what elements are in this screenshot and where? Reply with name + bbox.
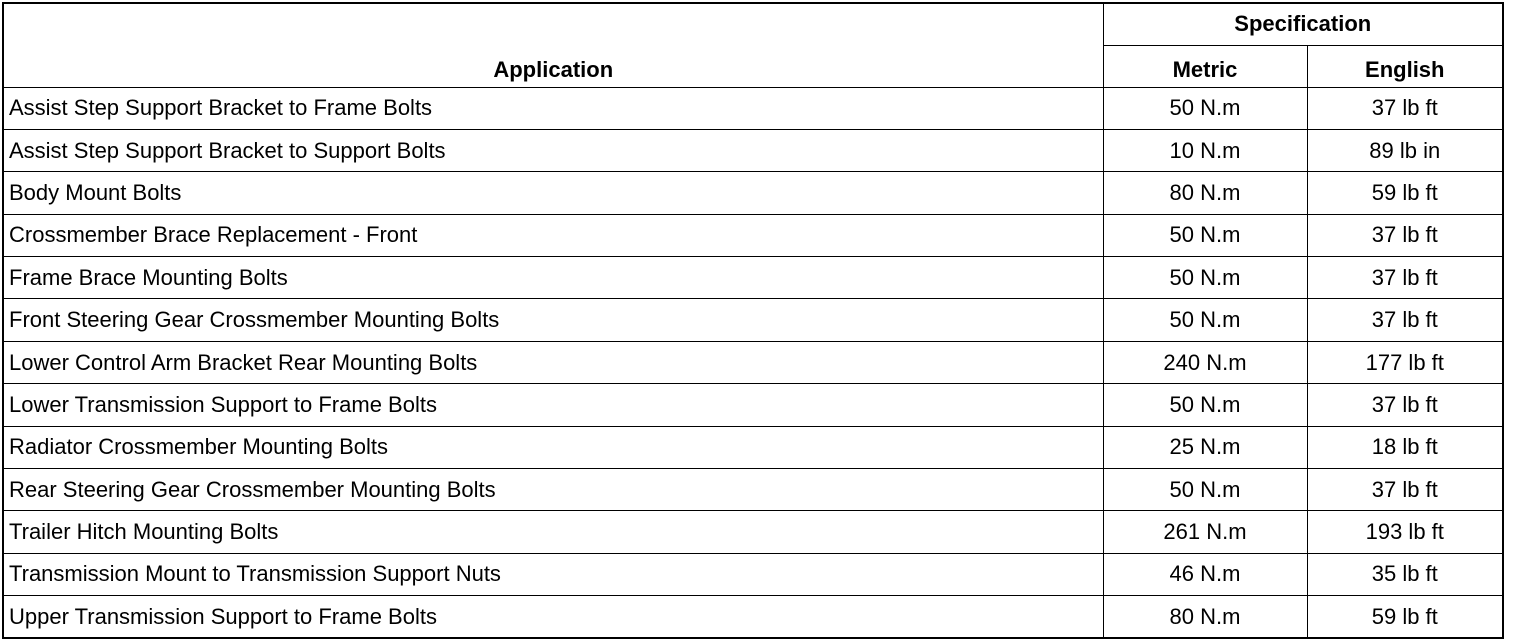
table-body (3, 87, 1503, 638)
english-value-cell: 37 lb ft (1307, 87, 1503, 129)
application-cell: Lower Transmission Support to Frame Bolts (3, 384, 1103, 426)
table-row (3, 384, 1503, 426)
header-row-top (3, 3, 1503, 45)
metric-value-cell: 50 N.m (1103, 214, 1307, 256)
application-cell: Radiator Crossmember Mounting Bolts (3, 426, 1103, 468)
table-row (3, 596, 1503, 638)
metric-value-cell: 10 N.m (1103, 129, 1307, 171)
table-row (3, 299, 1503, 341)
table-row (3, 257, 1503, 299)
table-row (3, 129, 1503, 171)
fastener-torque-spec-table (2, 2, 1504, 639)
english-value-cell: 89 lb in (1307, 129, 1503, 171)
application-cell: Rear Steering Gear Crossmember Mounting Bolts (3, 469, 1103, 511)
application-cell: Trailer Hitch Mounting Bolts (3, 511, 1103, 553)
english-column-header: English (1307, 45, 1503, 87)
english-value-cell: 37 lb ft (1307, 384, 1503, 426)
table-row (3, 214, 1503, 256)
metric-value-cell: 50 N.m (1103, 469, 1307, 511)
table-row (3, 553, 1503, 595)
english-value-cell: 37 lb ft (1307, 469, 1503, 511)
metric-value-cell: 261 N.m (1103, 511, 1307, 553)
english-value-cell: 37 lb ft (1307, 214, 1503, 256)
application-cell: Assist Step Support Bracket to Frame Bolts (3, 87, 1103, 129)
english-value-cell: 177 lb ft (1307, 341, 1503, 383)
application-cell: Transmission Mount to Transmission Support Nuts (3, 553, 1103, 595)
metric-value-cell: 80 N.m (1103, 596, 1307, 638)
english-value-cell: 18 lb ft (1307, 426, 1503, 468)
table-row (3, 511, 1503, 553)
application-column-header: Application (3, 3, 1103, 87)
english-value-cell: 37 lb ft (1307, 257, 1503, 299)
table-row (3, 426, 1503, 468)
english-value-cell: 193 lb ft (1307, 511, 1503, 553)
metric-value-cell: 50 N.m (1103, 299, 1307, 341)
application-cell: Crossmember Brace Replacement - Front (3, 214, 1103, 256)
metric-value-cell: 25 N.m (1103, 426, 1307, 468)
application-cell: Upper Transmission Support to Frame Bolts (3, 596, 1103, 638)
metric-column-header: Metric (1103, 45, 1307, 87)
metric-value-cell: 80 N.m (1103, 172, 1307, 214)
table-row (3, 341, 1503, 383)
english-value-cell: 37 lb ft (1307, 299, 1503, 341)
application-cell: Frame Brace Mounting Bolts (3, 257, 1103, 299)
metric-value-cell: 50 N.m (1103, 257, 1307, 299)
metric-value-cell: 46 N.m (1103, 553, 1307, 595)
english-value-cell: 35 lb ft (1307, 553, 1503, 595)
application-cell: Body Mount Bolts (3, 172, 1103, 214)
application-cell: Front Steering Gear Crossmember Mounting Bolts (3, 299, 1103, 341)
specification-group-header: Specification (1103, 3, 1503, 45)
table-row (3, 87, 1503, 129)
metric-value-cell: 50 N.m (1103, 384, 1307, 426)
table-row (3, 469, 1503, 511)
metric-value-cell: 50 N.m (1103, 87, 1307, 129)
english-value-cell: 59 lb ft (1307, 172, 1503, 214)
application-cell: Lower Control Arm Bracket Rear Mounting Bolts (3, 341, 1103, 383)
metric-value-cell: 240 N.m (1103, 341, 1307, 383)
table-header (3, 3, 1503, 87)
table-row (3, 172, 1503, 214)
english-value-cell: 59 lb ft (1307, 596, 1503, 638)
application-cell: Assist Step Support Bracket to Support Bolts (3, 129, 1103, 171)
